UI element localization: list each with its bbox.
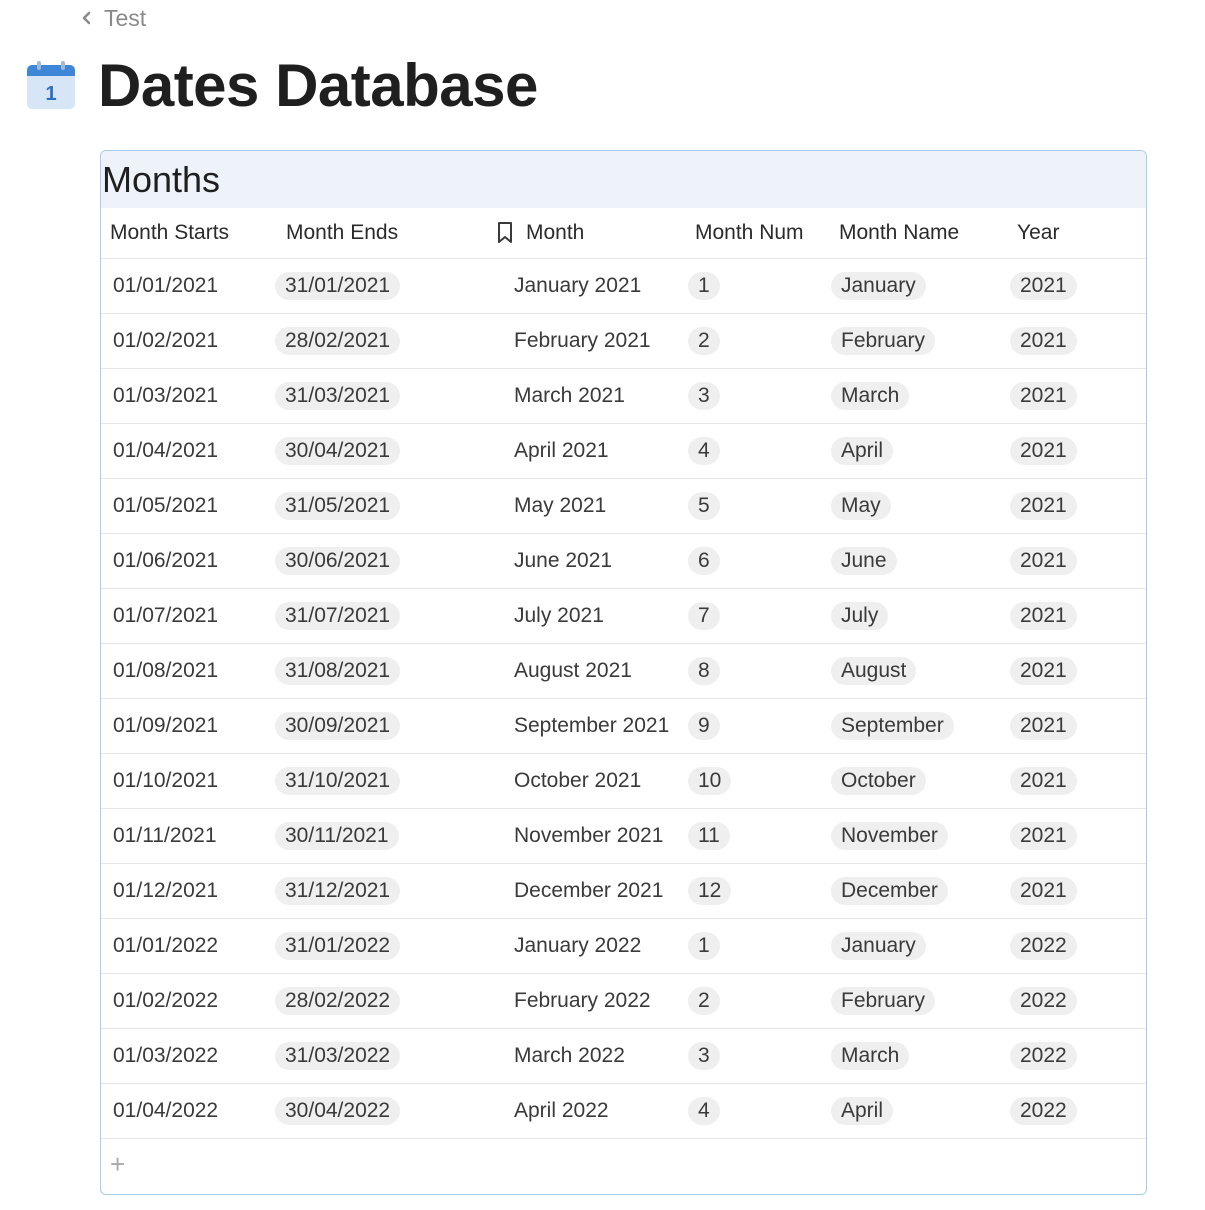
month-name-cell[interactable] [830, 1042, 1008, 1070]
value-pill: November [831, 822, 948, 850]
month-title-cell[interactable] [502, 1044, 686, 1068]
value-pill: October [831, 767, 926, 795]
cell-text: January 2021 [514, 274, 642, 297]
value-pill: 28/02/2021 [275, 327, 400, 355]
value-pill: May [831, 492, 891, 520]
value-pill: 2022 [1010, 932, 1077, 960]
month-ends-cell[interactable] [275, 327, 502, 355]
column-header-label: Year [1017, 221, 1060, 244]
month-starts-cell[interactable] [101, 329, 277, 353]
month-title-cell[interactable] [502, 824, 686, 848]
year-cell[interactable] [1008, 602, 1147, 630]
year-cell[interactable] [1008, 767, 1147, 795]
month-ends-cell[interactable] [275, 272, 502, 300]
month-ends-cell[interactable] [275, 822, 502, 850]
value-pill: 30/11/2021 [275, 822, 399, 850]
month-title-cell[interactable] [502, 604, 686, 628]
month-title-cell[interactable] [502, 384, 686, 408]
year-cell[interactable] [1008, 272, 1147, 300]
month-title-cell[interactable] [502, 714, 686, 738]
value-pill: 2 [688, 987, 720, 1015]
value-pill: 31/03/2022 [275, 1042, 400, 1070]
month-starts-cell[interactable] [101, 549, 277, 573]
month-title-cell[interactable] [502, 769, 686, 793]
column-header-month-ends[interactable] [277, 221, 502, 245]
database-header [101, 151, 1146, 208]
page-title: Dates Database [98, 52, 538, 119]
cell-text: June 2021 [514, 549, 613, 572]
value-pill: 2021 [1010, 602, 1077, 630]
value-pill: 31/03/2021 [275, 382, 400, 410]
cell-text: 01/04/2021 [113, 439, 219, 462]
value-pill: 1 [688, 932, 720, 960]
value-pill: 2021 [1010, 272, 1077, 300]
value-pill: February [831, 327, 935, 355]
month-starts-cell[interactable] [101, 1099, 277, 1123]
value-pill: 30/06/2021 [275, 547, 400, 575]
month-ends-cell[interactable] [275, 547, 502, 575]
month-starts-cell[interactable] [101, 494, 277, 518]
month-name-cell[interactable] [830, 932, 1008, 960]
cell-text: March 2021 [514, 384, 625, 407]
table-body [101, 259, 1146, 1139]
value-pill: August [831, 657, 916, 685]
year-cell[interactable] [1008, 987, 1147, 1015]
cell-text: 01/02/2021 [113, 329, 219, 352]
value-pill: 2021 [1010, 327, 1077, 355]
column-header-label: Month [526, 221, 585, 244]
cell-text: April 2021 [514, 439, 609, 462]
table-row[interactable] [101, 314, 1146, 369]
month-title-cell[interactable] [502, 989, 686, 1013]
value-pill: 4 [688, 1097, 720, 1125]
cell-text: 01/03/2021 [113, 384, 219, 407]
table-row[interactable] [101, 644, 1146, 699]
add-row-button[interactable] [101, 1139, 1146, 1189]
year-cell[interactable] [1008, 657, 1147, 685]
month-num-cell[interactable] [686, 547, 830, 575]
table-row[interactable] [101, 589, 1146, 644]
month-ends-cell[interactable] [275, 1042, 502, 1070]
month-name-cell[interactable] [830, 602, 1008, 630]
value-pill: 2021 [1010, 877, 1077, 905]
value-pill: 10 [688, 767, 731, 795]
cell-text: 01/11/2021 [113, 824, 217, 847]
month-starts-cell[interactable] [101, 934, 277, 958]
value-pill: March [831, 382, 909, 410]
month-ends-cell[interactable] [275, 987, 502, 1015]
column-header-month[interactable] [496, 221, 686, 245]
value-pill: 2021 [1010, 382, 1077, 410]
value-pill: 31/05/2021 [275, 492, 400, 520]
cell-text: January 2022 [514, 934, 642, 957]
value-pill: 3 [688, 382, 720, 410]
cell-text: 01/04/2022 [113, 1099, 219, 1122]
month-starts-cell[interactable] [101, 824, 277, 848]
value-pill: December [831, 877, 948, 905]
column-header-month-starts[interactable] [101, 221, 277, 245]
month-ends-cell[interactable] [275, 877, 502, 905]
cell-text: 01/07/2021 [113, 604, 219, 627]
month-name-cell[interactable] [830, 492, 1008, 520]
cell-text: 01/09/2021 [113, 714, 219, 737]
table-header-row [101, 208, 1146, 259]
month-title-cell[interactable] [502, 329, 686, 353]
year-cell[interactable] [1008, 327, 1147, 355]
year-cell[interactable] [1008, 1042, 1147, 1070]
column-header-month-name[interactable] [830, 221, 1008, 245]
year-cell[interactable] [1008, 437, 1147, 465]
value-pill: January [831, 272, 926, 300]
month-num-cell[interactable] [686, 987, 830, 1015]
month-starts-cell[interactable] [101, 439, 277, 463]
value-pill: 2 [688, 327, 720, 355]
cell-text: April 2022 [514, 1099, 609, 1122]
month-name-cell[interactable] [830, 547, 1008, 575]
value-pill: 3 [688, 1042, 720, 1070]
value-pill: 12 [688, 877, 731, 905]
month-starts-cell[interactable] [101, 274, 277, 298]
table-row[interactable] [101, 479, 1146, 534]
column-header-label: Month Starts [110, 221, 230, 244]
month-num-cell[interactable] [686, 437, 830, 465]
month-starts-cell[interactable] [101, 989, 277, 1013]
value-pill: 9 [688, 712, 720, 740]
column-header-month-num[interactable] [686, 221, 830, 245]
year-cell[interactable] [1008, 547, 1147, 575]
year-cell[interactable] [1008, 492, 1147, 520]
month-name-cell[interactable] [830, 657, 1008, 685]
month-ends-cell[interactable] [275, 932, 502, 960]
month-num-cell[interactable] [686, 712, 830, 740]
month-name-cell[interactable] [830, 767, 1008, 795]
cell-text: July 2021 [514, 604, 604, 627]
cell-text: September 2021 [514, 714, 670, 737]
month-title-cell[interactable] [502, 274, 686, 298]
month-title-cell[interactable] [502, 934, 686, 958]
month-num-cell[interactable] [686, 272, 830, 300]
value-pill: 31/12/2021 [275, 877, 400, 905]
month-name-cell[interactable] [830, 822, 1008, 850]
back-link[interactable] [78, 4, 146, 32]
database-view [100, 150, 1147, 1195]
value-pill: March [831, 1042, 909, 1070]
cell-text: 01/01/2021 [113, 274, 219, 297]
value-pill: July [831, 602, 888, 630]
value-pill: 1 [688, 272, 720, 300]
month-title-cell[interactable] [502, 494, 686, 518]
value-pill: 30/04/2021 [275, 437, 400, 465]
month-name-cell[interactable] [830, 877, 1008, 905]
value-pill: April [831, 437, 893, 465]
month-starts-cell[interactable] [101, 1044, 277, 1068]
month-starts-cell[interactable] [101, 604, 277, 628]
month-ends-cell[interactable] [275, 382, 502, 410]
value-pill: September [831, 712, 954, 740]
month-ends-cell[interactable] [275, 492, 502, 520]
table-row[interactable] [101, 1029, 1146, 1084]
cell-text: 01/01/2022 [113, 934, 219, 957]
month-num-cell[interactable] [686, 602, 830, 630]
value-pill: 28/02/2022 [275, 987, 400, 1015]
table-row[interactable] [101, 919, 1146, 974]
bookmark-icon [496, 221, 514, 245]
cell-text: 01/05/2021 [113, 494, 219, 517]
cell-text: 01/06/2021 [113, 549, 219, 572]
value-pill: 2021 [1010, 712, 1077, 740]
value-pill: 2022 [1010, 1042, 1077, 1070]
value-pill: 31/08/2021 [275, 657, 400, 685]
cell-text: March 2022 [514, 1044, 625, 1067]
column-header-label: Month Num [695, 221, 804, 244]
table-row[interactable] [101, 974, 1146, 1029]
year-cell[interactable] [1008, 822, 1147, 850]
value-pill: June [831, 547, 897, 575]
table-row[interactable] [101, 1084, 1146, 1139]
table-row[interactable] [101, 369, 1146, 424]
value-pill: 2021 [1010, 492, 1077, 520]
table-row[interactable] [101, 534, 1146, 589]
table-row[interactable] [101, 809, 1146, 864]
cell-text: October 2021 [514, 769, 642, 792]
cell-text: May 2021 [514, 494, 607, 517]
month-num-cell[interactable] [686, 382, 830, 410]
month-num-cell[interactable] [686, 492, 830, 520]
cell-text: 01/10/2021 [113, 769, 219, 792]
value-pill: 2021 [1010, 547, 1077, 575]
value-pill: 31/07/2021 [275, 602, 400, 630]
cell-text: August 2021 [514, 659, 632, 682]
cell-text: 01/08/2021 [113, 659, 219, 682]
month-num-cell[interactable] [686, 657, 830, 685]
database-title[interactable]: Months [102, 158, 221, 200]
cell-text: December 2021 [514, 879, 664, 902]
value-pill: 2021 [1010, 767, 1077, 795]
value-pill: 2021 [1010, 657, 1077, 685]
cell-text: February 2021 [514, 329, 651, 352]
value-pill: 30/04/2022 [275, 1097, 400, 1125]
table-row[interactable] [101, 754, 1146, 809]
value-pill: 2021 [1010, 822, 1077, 850]
month-num-cell[interactable] [686, 877, 830, 905]
value-pill: January [831, 932, 926, 960]
month-starts-cell[interactable] [101, 714, 277, 738]
month-ends-cell[interactable] [275, 767, 502, 795]
value-pill: 6 [688, 547, 720, 575]
value-pill: 31/01/2021 [275, 272, 400, 300]
month-name-cell[interactable] [830, 1097, 1008, 1125]
month-num-cell[interactable] [686, 1042, 830, 1070]
month-num-cell[interactable] [686, 822, 830, 850]
month-name-cell[interactable] [830, 272, 1008, 300]
month-starts-cell[interactable] [101, 384, 277, 408]
month-title-cell[interactable] [502, 549, 686, 573]
cell-text: February 2022 [514, 989, 651, 1012]
month-title-cell[interactable] [502, 439, 686, 463]
plus-icon: + [110, 1148, 126, 1179]
year-cell[interactable] [1008, 382, 1147, 410]
value-pill: 2021 [1010, 437, 1077, 465]
month-starts-cell[interactable] [101, 659, 277, 683]
value-pill: April [831, 1097, 893, 1125]
month-starts-cell[interactable] [101, 879, 277, 903]
cell-text: 01/03/2022 [113, 1044, 219, 1067]
cell-text: 01/02/2022 [113, 989, 219, 1012]
year-cell[interactable] [1008, 932, 1147, 960]
year-cell[interactable] [1008, 877, 1147, 905]
calendar-icon[interactable] [26, 60, 76, 110]
year-cell[interactable] [1008, 1097, 1147, 1125]
month-title-cell[interactable] [502, 659, 686, 683]
value-pill: February [831, 987, 935, 1015]
year-cell[interactable] [1008, 712, 1147, 740]
month-starts-cell[interactable] [101, 769, 277, 793]
column-header-label: Month Ends [286, 221, 399, 244]
cell-text: November 2021 [514, 824, 664, 847]
month-name-cell[interactable] [830, 712, 1008, 740]
month-title-cell[interactable] [502, 1099, 686, 1123]
month-ends-cell[interactable] [275, 602, 502, 630]
month-name-cell[interactable] [830, 987, 1008, 1015]
month-ends-cell[interactable] [275, 712, 502, 740]
calendar-icon-text: 1 [45, 83, 57, 105]
column-header-year[interactable] [1008, 221, 1147, 245]
table-row[interactable] [101, 259, 1146, 314]
value-pill: 4 [688, 437, 720, 465]
month-name-cell[interactable] [830, 327, 1008, 355]
value-pill: 2022 [1010, 987, 1077, 1015]
column-header-label: Month Name [839, 221, 960, 244]
month-ends-cell[interactable] [275, 657, 502, 685]
value-pill: 31/10/2021 [275, 767, 400, 795]
cell-text: 01/12/2021 [113, 879, 219, 902]
table-row[interactable] [101, 864, 1146, 919]
table-row[interactable] [101, 699, 1146, 754]
month-ends-cell[interactable] [275, 1097, 502, 1125]
month-num-cell[interactable] [686, 1097, 830, 1125]
month-num-cell[interactable] [686, 767, 830, 795]
value-pill: 5 [688, 492, 720, 520]
value-pill: 11 [688, 822, 730, 850]
value-pill: 30/09/2021 [275, 712, 400, 740]
chevron-left-icon [78, 4, 96, 32]
month-num-cell[interactable] [686, 327, 830, 355]
value-pill: 31/01/2022 [275, 932, 400, 960]
month-title-cell[interactable] [502, 879, 686, 903]
month-name-cell[interactable] [830, 382, 1008, 410]
back-link-label: Test [104, 4, 147, 31]
month-num-cell[interactable] [686, 932, 830, 960]
value-pill: 2022 [1010, 1097, 1077, 1125]
month-name-cell[interactable] [830, 437, 1008, 465]
value-pill: 7 [688, 602, 720, 630]
value-pill: 8 [688, 657, 720, 685]
table-row[interactable] [101, 424, 1146, 479]
month-ends-cell[interactable] [275, 437, 502, 465]
